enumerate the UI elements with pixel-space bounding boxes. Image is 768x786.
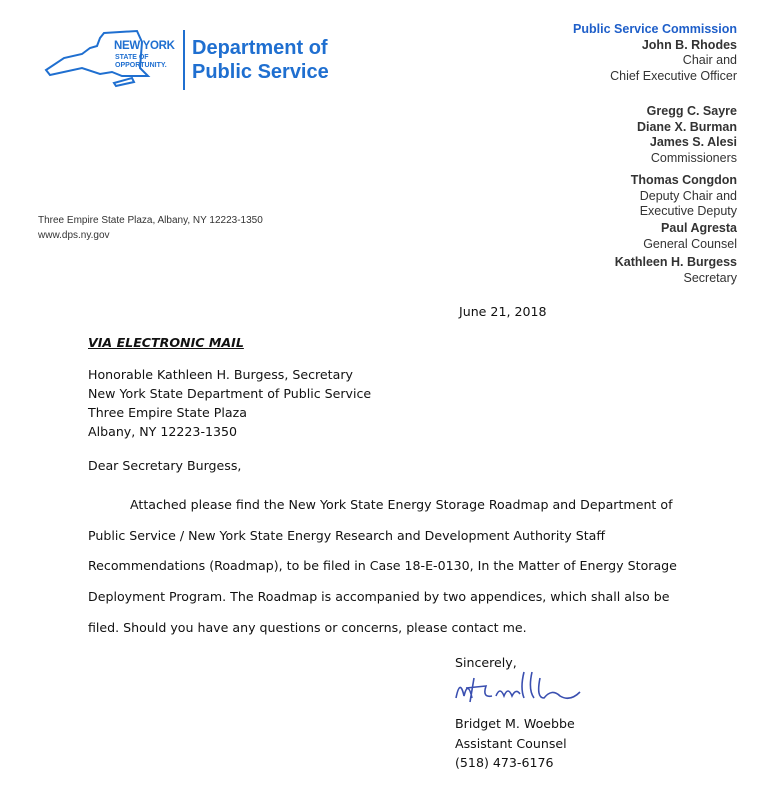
- person-role: Executive Deputy: [639, 204, 737, 218]
- person-role: Commissioners: [650, 150, 737, 165]
- commissioners-block: [637, 104, 737, 166]
- person-name: Gregg C. Sayre: [646, 104, 737, 118]
- body-line: Public Service / New York State Energy Research and Development Authority Staff: [88, 527, 606, 543]
- body-line: Recommendations (Roadmap), to be filed in Case 18-E-0130, In the Matter of Energy Storage: [88, 558, 677, 574]
- person-role: General Counsel: [643, 236, 737, 251]
- person-name: Thomas Congdon: [630, 173, 737, 187]
- delivery-method: VIA ELECTRONIC MAIL: [88, 335, 244, 350]
- recipient-address: [88, 365, 371, 441]
- signer-name: Bridget M. Woebbe: [455, 716, 575, 731]
- signer-phone: (518) 473-6176: [455, 755, 554, 770]
- person-role: Deputy Chair and: [639, 188, 737, 203]
- commission-block: [573, 22, 737, 84]
- commission-title: Public Service Commission: [573, 22, 737, 36]
- closing: Sincerely,: [455, 655, 517, 670]
- person-name: Diane X. Burman: [636, 119, 737, 134]
- person-name: John B. Rhodes: [641, 37, 737, 52]
- logo-state-of: STATE OF OPPORTUNITY.: [115, 54, 167, 69]
- address: Three Empire State Plaza, Albany, NY 12223-1350: [38, 215, 263, 226]
- handwritten-signature: [452, 668, 592, 708]
- body-line: filed. Should you have any questions or concerns, please contact me.: [88, 619, 527, 635]
- body-line: Attached please find the New York State Energy Storage Roadmap and Department of: [130, 497, 673, 512]
- deputy-block: [631, 173, 737, 220]
- body-line: Deployment Program. The Roadmap is accompanied by two appendices, which shall also be: [88, 589, 670, 605]
- person-role: Chief Executive Officer: [610, 68, 737, 83]
- signer-block: [455, 714, 575, 773]
- signer-title: Assistant Counsel: [455, 735, 567, 751]
- recipient-line: New York State Department of Public Service: [88, 386, 372, 401]
- body-paragraph: [88, 490, 688, 644]
- person-role: Secretary: [683, 270, 737, 285]
- person-name: Kathleen H. Burgess: [614, 255, 737, 269]
- recipient-line: Albany, NY 12223-1350: [88, 424, 238, 439]
- recipient-line: Three Empire State Plaza: [88, 405, 247, 420]
- website: www.dps.ny.gov: [38, 230, 110, 241]
- dps-logo: [42, 28, 352, 98]
- logo-divider: [183, 30, 185, 90]
- letter-date: June 21, 2018: [459, 304, 547, 319]
- person-name: Paul Agresta: [661, 221, 737, 235]
- secretary-block: [615, 255, 737, 286]
- counsel-block: [643, 221, 737, 252]
- person-name: James S. Alesi: [649, 135, 737, 149]
- person-role: Chair and: [682, 53, 737, 67]
- logo-new-york: NEW YORK: [114, 40, 175, 52]
- logo-department: Department of Public Service: [192, 37, 329, 83]
- recipient-line: Honorable Kathleen H. Burgess, Secretary: [88, 367, 353, 382]
- salutation: Dear Secretary Burgess,: [88, 458, 242, 473]
